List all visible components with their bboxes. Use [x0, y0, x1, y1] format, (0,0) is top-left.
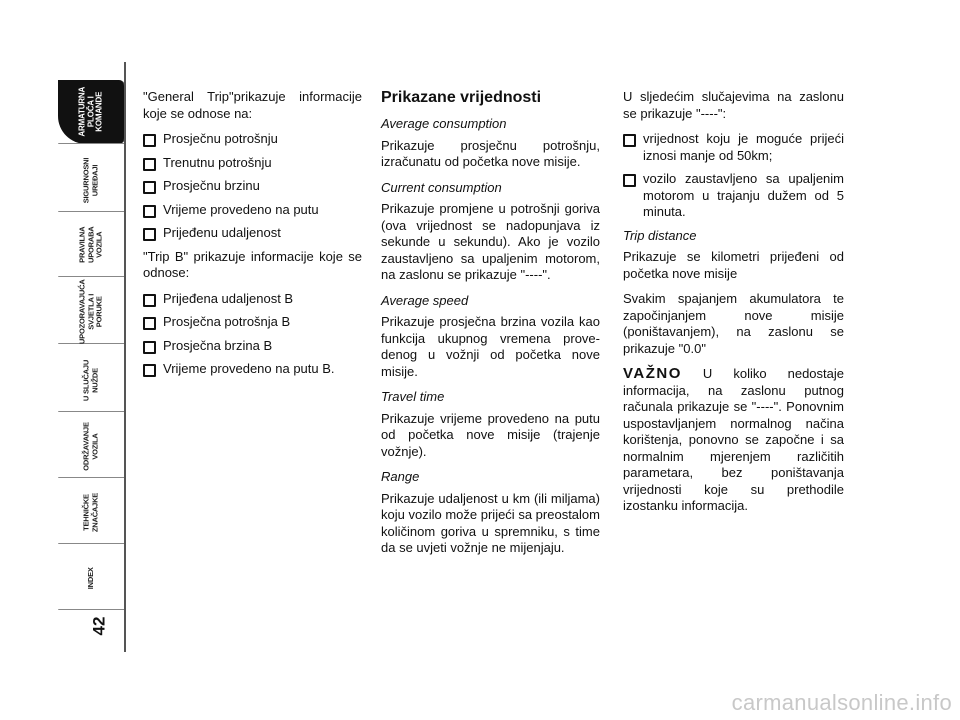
- subhead-range: Range: [381, 469, 420, 484]
- watermark: carmanualsonline.info: [731, 690, 952, 715]
- list-item: vozilo zaustavljeno sa upaljenim motorom u trajanju dužem od 5 minuta.: [623, 171, 844, 221]
- column-general-trip: [143, 89, 362, 385]
- trip-b-intro: "Trip B" prikazuje informacije koje se odnose:: [143, 248, 362, 280]
- tab-tehnicke-znacajke[interactable]: [58, 480, 125, 544]
- important-note: [623, 366, 844, 515]
- dash-display-intro: U sljedećim slučajevima na zaslonu se prikazuje "----":: [623, 89, 844, 121]
- tab-pravilna-uporaba[interactable]: [58, 213, 125, 277]
- tab-odrzavanje-vozila[interactable]: [58, 414, 125, 478]
- text-trip-distance: Prikazuje se kilometri prijeđeni od početka nove misije: [623, 249, 844, 281]
- list-item: Vrijeme provedeno na putu B.: [143, 361, 362, 378]
- tab-label: ODRŽAVANJE VOZILA: [81, 421, 99, 471]
- subhead-current-consumption: Current consumption: [381, 179, 502, 195]
- text-travel-time: Prikazuje vrijeme provedeno na putu od početka nove misije (trajenje vožnje).: [381, 410, 600, 459]
- tab-label: TEHNIČKE ZNAČAJKE: [81, 492, 99, 532]
- subhead-travel-time: Travel time: [381, 389, 445, 404]
- text-current-consumption: Prikazuje promjene u potrošnji goriva (ova vrijednost se nadopunjava iz sekunde u sekundu). Ako je vozilo zaustavljeno sa upaljenim motorom, na zaslonu se prikazuje "----".: [381, 201, 600, 282]
- tab-label: SIGURNOSNI UREĐAJI: [81, 157, 99, 203]
- text-average-consumption: Prikazuje prosječnu potrošnju, izračunatu od početka nove misije.: [381, 137, 600, 169]
- page-number: 42: [89, 616, 109, 636]
- tab-label: PRAVILNA UPORABA VOZILA: [77, 226, 104, 264]
- list-item: Prijeđenu udaljenost: [143, 225, 362, 242]
- text-range: Prikazuje udaljenost u km (ili miljama) koju vozilo može prijeći sa preostalom količinom goriva u spremniku, s time da se uvjeti vožnje ne mijenjaju.: [381, 490, 600, 555]
- section-heading: Prikazane vrijednosti: [381, 89, 542, 106]
- text-average-speed: Prikazuje prosječna brzina vozila kao funkcija ukupnog vremena prove-denog u vožnji od početka nove misije.: [381, 314, 600, 379]
- chapter-tab-nav: [58, 62, 125, 592]
- list-item: Prosječna brzina B: [143, 338, 362, 355]
- tab-sigurnosni-uredaji[interactable]: [58, 148, 125, 212]
- list-item: vrijednost koju je moguće prijeći iznosi manje od 50km;: [623, 131, 844, 164]
- tab-upozoravajuca-svjetla[interactable]: [58, 280, 125, 344]
- margin-rule: [124, 62, 126, 652]
- tab-label: INDEX: [85, 567, 95, 589]
- tab-u-slucaju-nuzde[interactable]: [58, 348, 125, 412]
- column-displayed-values: [381, 89, 600, 566]
- tab-armaturna-ploca[interactable]: [58, 80, 125, 144]
- important-label: VAŽNO: [623, 365, 682, 382]
- tab-label: U SLUČAJU NUŽDE: [81, 359, 99, 401]
- tab-index[interactable]: [58, 546, 125, 610]
- list-item: Prosječnu brzinu: [143, 178, 362, 195]
- general-trip-intro: "General Trip"prikazuje informacije koje se odnose na:: [143, 89, 362, 121]
- list-item: Vrijeme provedeno na putu: [143, 202, 362, 219]
- important-text: U koliko nedostaje informacija, na zaslonu putnog računala prikazuje se "----". Ponovnim uspostavljanjem normalnog načina korištenja, ponovno se započne i sa normalnim mjerenjem različitih parametara, bez poništavanja vrijednosti koje su prethodile izostanku informacija.: [623, 366, 844, 513]
- tab-label: ARMATURNA PLOČA I KOMANDE: [77, 87, 104, 137]
- subhead-average-consumption: Average consumption: [381, 116, 507, 131]
- list-item: Prosječna potrošnja B: [143, 314, 362, 331]
- tab-label: UPOZORAVAJUĆA SVJETLA I PORUKE: [77, 279, 104, 345]
- list-item: Prijeđena udaljenost B: [143, 291, 362, 308]
- text-reset: Svakim spajanjem akumulatora te započinjanjem nove misije (poništavanjem), na zaslonu se prikazuje "0.0": [623, 291, 844, 356]
- list-item: Prosječnu potrošnju: [143, 131, 362, 148]
- subhead-average-speed: Average speed: [381, 292, 469, 308]
- subhead-trip-distance: Trip distance: [623, 227, 697, 243]
- list-item: Trenutnu potrošnju: [143, 155, 362, 172]
- column-notes: [623, 89, 844, 524]
